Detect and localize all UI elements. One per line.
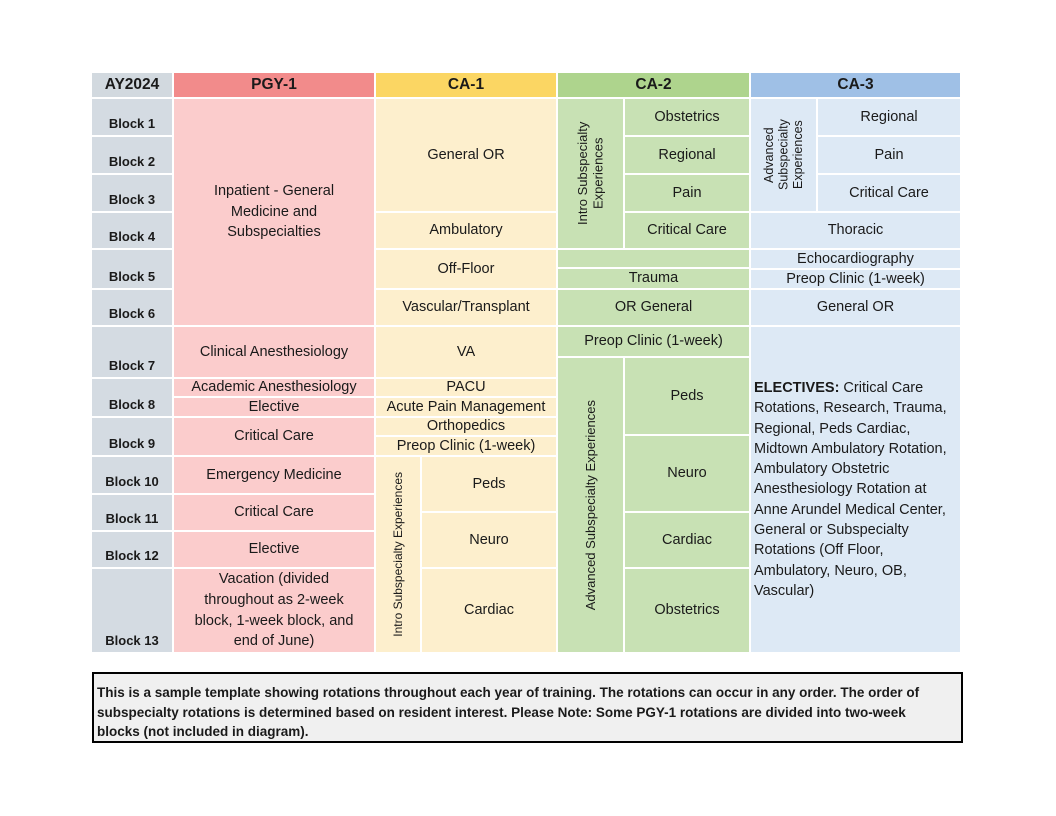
ca1-orthopedics: Orthopedics	[376, 418, 558, 437]
ca3-advanced-subspecialty-text: Advanced Subspecialty Experiences	[761, 119, 805, 191]
ca3-pain: Pain	[818, 137, 962, 175]
year-header: AY2024	[92, 73, 174, 99]
ca1-va: VA	[376, 327, 558, 379]
ca2-pain: Pain	[625, 175, 751, 213]
block-label: Block 6	[92, 290, 174, 327]
ca3-electives	[751, 327, 962, 654]
pgy1-critical-care: Critical Care	[174, 495, 376, 532]
ca3-regional: Regional	[818, 99, 962, 137]
ca2-intro-subspecialty-label	[558, 99, 625, 250]
pgy1-elective: Elective	[174, 532, 376, 569]
ca1-ambulatory: Ambulatory	[376, 213, 558, 250]
ca1-peds: Peds	[422, 457, 558, 513]
block-label: Block 7	[92, 327, 174, 379]
ca3-electives-title: ELECTIVES:	[754, 380, 840, 396]
ca2-intro-subspecialty-text: Intro Subspecialty Experiences	[574, 121, 606, 226]
block-label: Block 12	[92, 532, 174, 569]
ca2-obstetrics-2: Obstetrics	[625, 569, 751, 654]
ca1-pacu: PACU	[376, 379, 558, 398]
ca1-header: CA-1	[376, 73, 558, 99]
ca2-trauma: Trauma	[558, 269, 751, 290]
ca3-header: CA-3	[751, 73, 962, 99]
ca2-critical-care: Critical Care	[625, 213, 751, 250]
pgy1-inpatient: Inpatient - General Medicine and Subspecialties	[174, 99, 376, 327]
pgy1-academic-anesthesiology: Academic Anesthesiology	[174, 379, 376, 398]
ca2-advanced-subspecialty-text: Advanced Subspecialty Experiences	[582, 399, 598, 611]
block-label: Block 9	[92, 418, 174, 457]
block-label: Block 4	[92, 213, 174, 250]
ca1-intro-subspecialty-label	[376, 457, 422, 654]
block-label: Block 13	[92, 569, 174, 654]
block-label: Block 10	[92, 457, 174, 495]
block-label: Block 3	[92, 175, 174, 213]
ca2-neuro: Neuro	[625, 436, 751, 513]
ca3-echocardiography: Echocardiography	[751, 250, 962, 270]
ca1-off-floor: Off-Floor	[376, 250, 558, 290]
ca3-preop-clinic: Preop Clinic (1-week)	[751, 270, 962, 290]
pgy1-clinical-anesthesiology: Clinical Anesthesiology	[174, 327, 376, 379]
footnote-box: This is a sample template showing rotations throughout each year of training. The rotations can occur in any order. The order of subspecialty rotations is determined based on resident interest. Please Note: Some PGY-1 rotations are divided into two-week blocks (not included in diagram).	[92, 672, 963, 743]
ca2-peds: Peds	[625, 358, 751, 436]
ca1-acute-pain-management: Acute Pain Management	[376, 398, 558, 418]
ca2-header: CA-2	[558, 73, 751, 99]
ca2-or-general: OR General	[558, 290, 751, 327]
ca3-electives-list: Critical Care Rotations, Research, Trauma, Regional, Peds Cardiac, Midtown Ambulatory Rotation, Ambulatory Obstetric Anesthesiology Rotation at Anne Arundel Medical Center, General or Subspecialty Rotations (Off Floor, Ambulatory, Neuro, OB, Vascular)	[754, 380, 947, 599]
ca3-general-or: General OR	[751, 290, 962, 327]
ca1-vascular-transplant: Vascular/Transplant	[376, 290, 558, 327]
ca3-electives-text	[754, 378, 958, 601]
pgy1-critical-care: Critical Care	[174, 418, 376, 457]
ca1-general-or: General OR	[376, 99, 558, 213]
pgy1-vacation: Vacation (divided throughout as 2-week block, 1-week block, and end of June)	[174, 569, 376, 654]
pgy1-header: PGY-1	[174, 73, 376, 99]
ca2-preop-clinic: Preop Clinic (1-week)	[558, 327, 751, 358]
ca2-cardiac: Cardiac	[625, 513, 751, 569]
ca1-cardiac: Cardiac	[422, 569, 558, 654]
ca2-obstetrics: Obstetrics	[625, 99, 751, 137]
block-label: Block 1	[92, 99, 174, 137]
ca3-advanced-subspecialty-label	[751, 99, 818, 213]
block-label: Block 5	[92, 250, 174, 290]
ca1-preop-clinic: Preop Clinic (1-week)	[376, 437, 558, 457]
block-label: Block 11	[92, 495, 174, 532]
block-label: Block 2	[92, 137, 174, 175]
pgy1-elective: Elective	[174, 398, 376, 418]
rotation-schedule-grid	[92, 73, 962, 654]
ca2-regional: Regional	[625, 137, 751, 175]
pgy1-emergency-medicine: Emergency Medicine	[174, 457, 376, 495]
ca3-critical-care: Critical Care	[818, 175, 962, 213]
ca1-intro-subspecialty-text: Intro Subspecialty Experiences	[390, 472, 405, 637]
block-label: Block 8	[92, 379, 174, 418]
ca1-neuro: Neuro	[422, 513, 558, 569]
ca2-blank-row	[558, 250, 751, 269]
ca2-advanced-subspecialty-label	[558, 358, 625, 654]
ca3-thoracic: Thoracic	[751, 213, 962, 250]
